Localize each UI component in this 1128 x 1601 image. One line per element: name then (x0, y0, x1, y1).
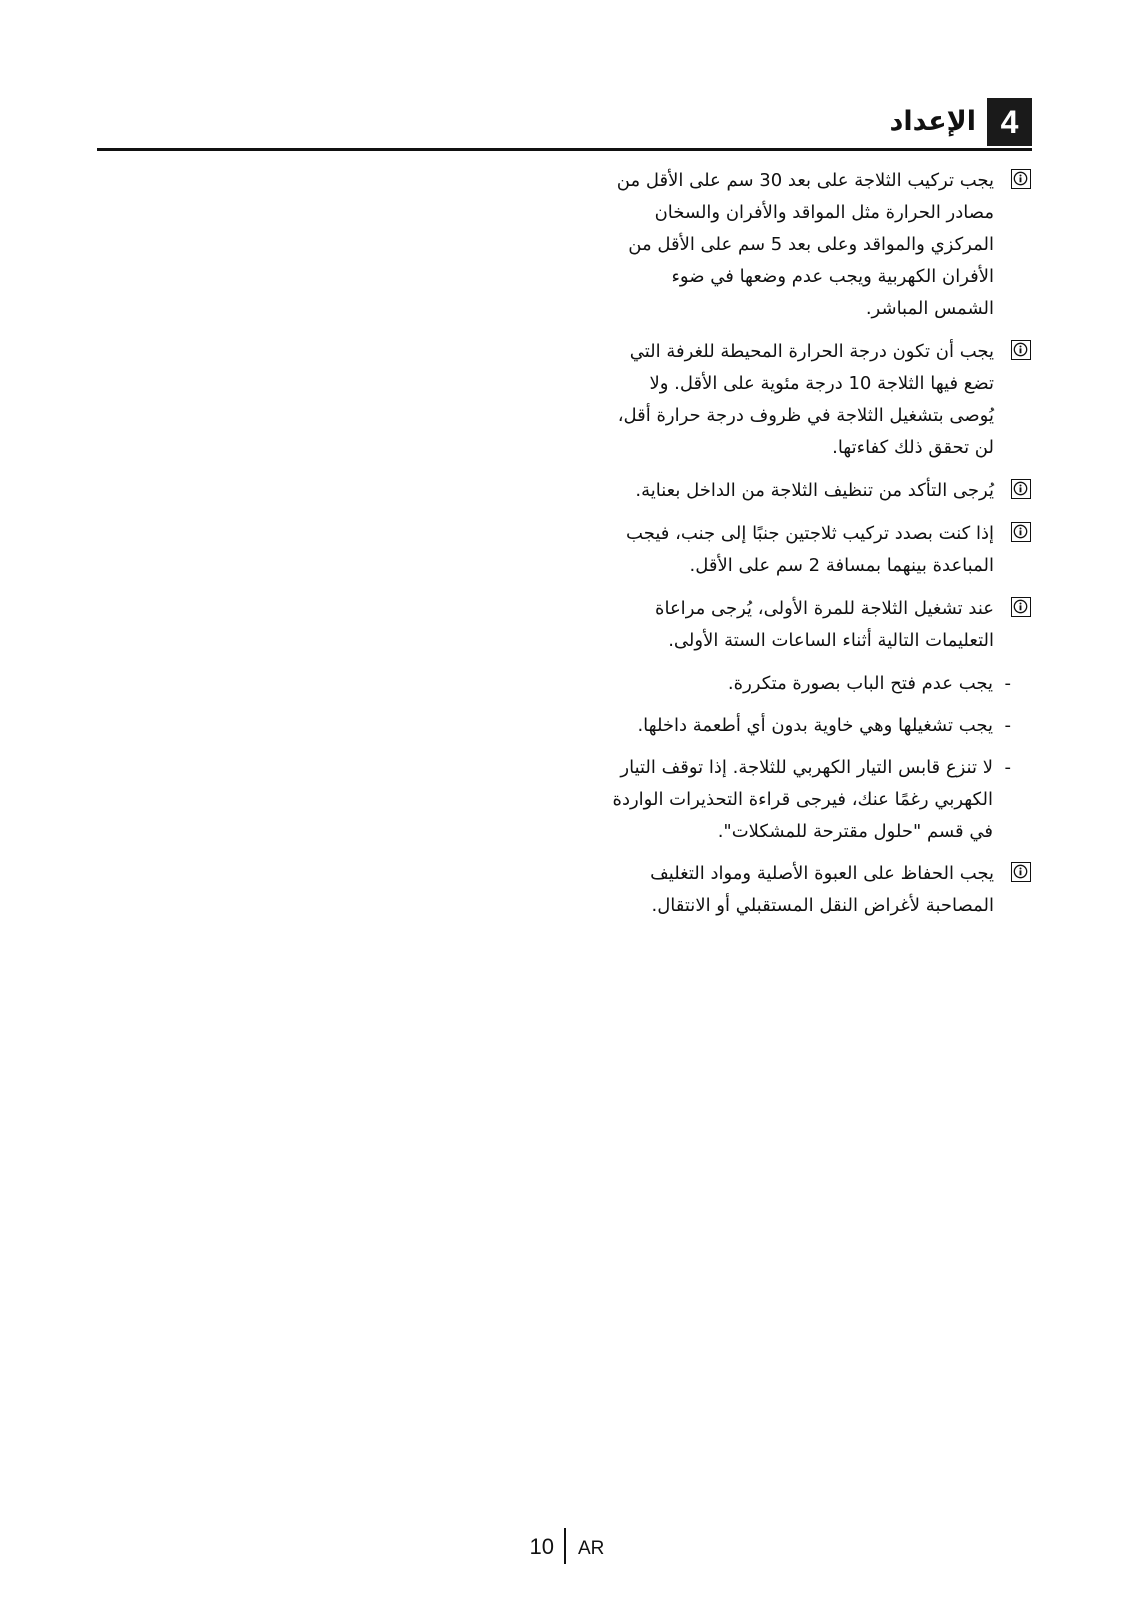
note-item (611, 475, 1031, 507)
list-item (611, 668, 1011, 700)
bullet-text: لا تنزع قابس التيار الكهربي للثلاجة. إذا توقف التيار الكهربي رغمًا عنك، فيرجى قراءة التحذيرات الواردة في قسم "حلول مقترحة للمشكلات". (612, 757, 993, 842)
bullet-dash: - (1004, 715, 1011, 736)
info-icon (1011, 862, 1031, 882)
note-text: يُرجى التأكد من تنظيف الثلاجة من الداخل بعناية. (635, 480, 994, 501)
footer-divider (564, 1528, 566, 1564)
bullet-text: يجب تشغيلها وهي خاوية بدون أي أطعمة داخلها. (637, 715, 993, 736)
note-text: يجب أن تكون درجة الحرارة المحيطة للغرفة التي تضع فيها الثلاجة 10 درجة مئوية على الأقل. ولا يُوصى بتشغيل الثلاجة في ظروف درجة حرارة أقل، لن تحقق ذلك كفاءتها. (617, 341, 994, 458)
note-item (611, 518, 1031, 582)
first-use-instructions (611, 668, 1031, 848)
note-item (611, 858, 1031, 922)
page-number: 10 (529, 1534, 554, 1559)
bullet-dash: - (1004, 757, 1011, 778)
section-header (97, 96, 1032, 151)
note-item (611, 165, 1031, 325)
note-text: يجب تركيب الثلاجة على بعد 30 سم على الأقل من مصادر الحرارة مثل المواقد والأفران والسخان المركزي والمواقد وعلى بعد 5 سم على الأقل من الأفران الكهربية ويجب عدم وضعها في ضوء الشمس المباشر. (616, 170, 994, 319)
info-icon (1011, 597, 1031, 617)
info-icon (1011, 479, 1031, 499)
list-item (611, 710, 1011, 742)
info-icon (1011, 169, 1031, 189)
note-item (611, 336, 1031, 464)
notes-list (611, 165, 1031, 933)
list-item (611, 752, 1011, 848)
note-text: يجب الحفاظ على العبوة الأصلية ومواد التغليف المصاحبة لأغراض النقل المستقبلي أو الانتقال. (650, 863, 994, 916)
page-footer (0, 1528, 1128, 1568)
bullet-dash: - (1004, 673, 1011, 694)
info-icon (1011, 522, 1031, 542)
info-icon (1011, 340, 1031, 360)
note-item (611, 593, 1031, 657)
section-number-badge: 4 (987, 98, 1032, 146)
bullet-text: يجب عدم فتح الباب بصورة متكررة. (727, 673, 993, 694)
section-title: الإعداد (889, 106, 976, 137)
note-text: إذا كنت بصدد تركيب ثلاجتين جنبًا إلى جنب، فيجب المباعدة بينهما بمسافة 2 سم على الأقل. (626, 523, 994, 576)
note-text: عند تشغيل الثلاجة للمرة الأولى، يُرجى مراعاة التعليمات التالية أثناء الساعات الستة الأولى. (655, 598, 994, 651)
language-code: AR (578, 1538, 605, 1559)
